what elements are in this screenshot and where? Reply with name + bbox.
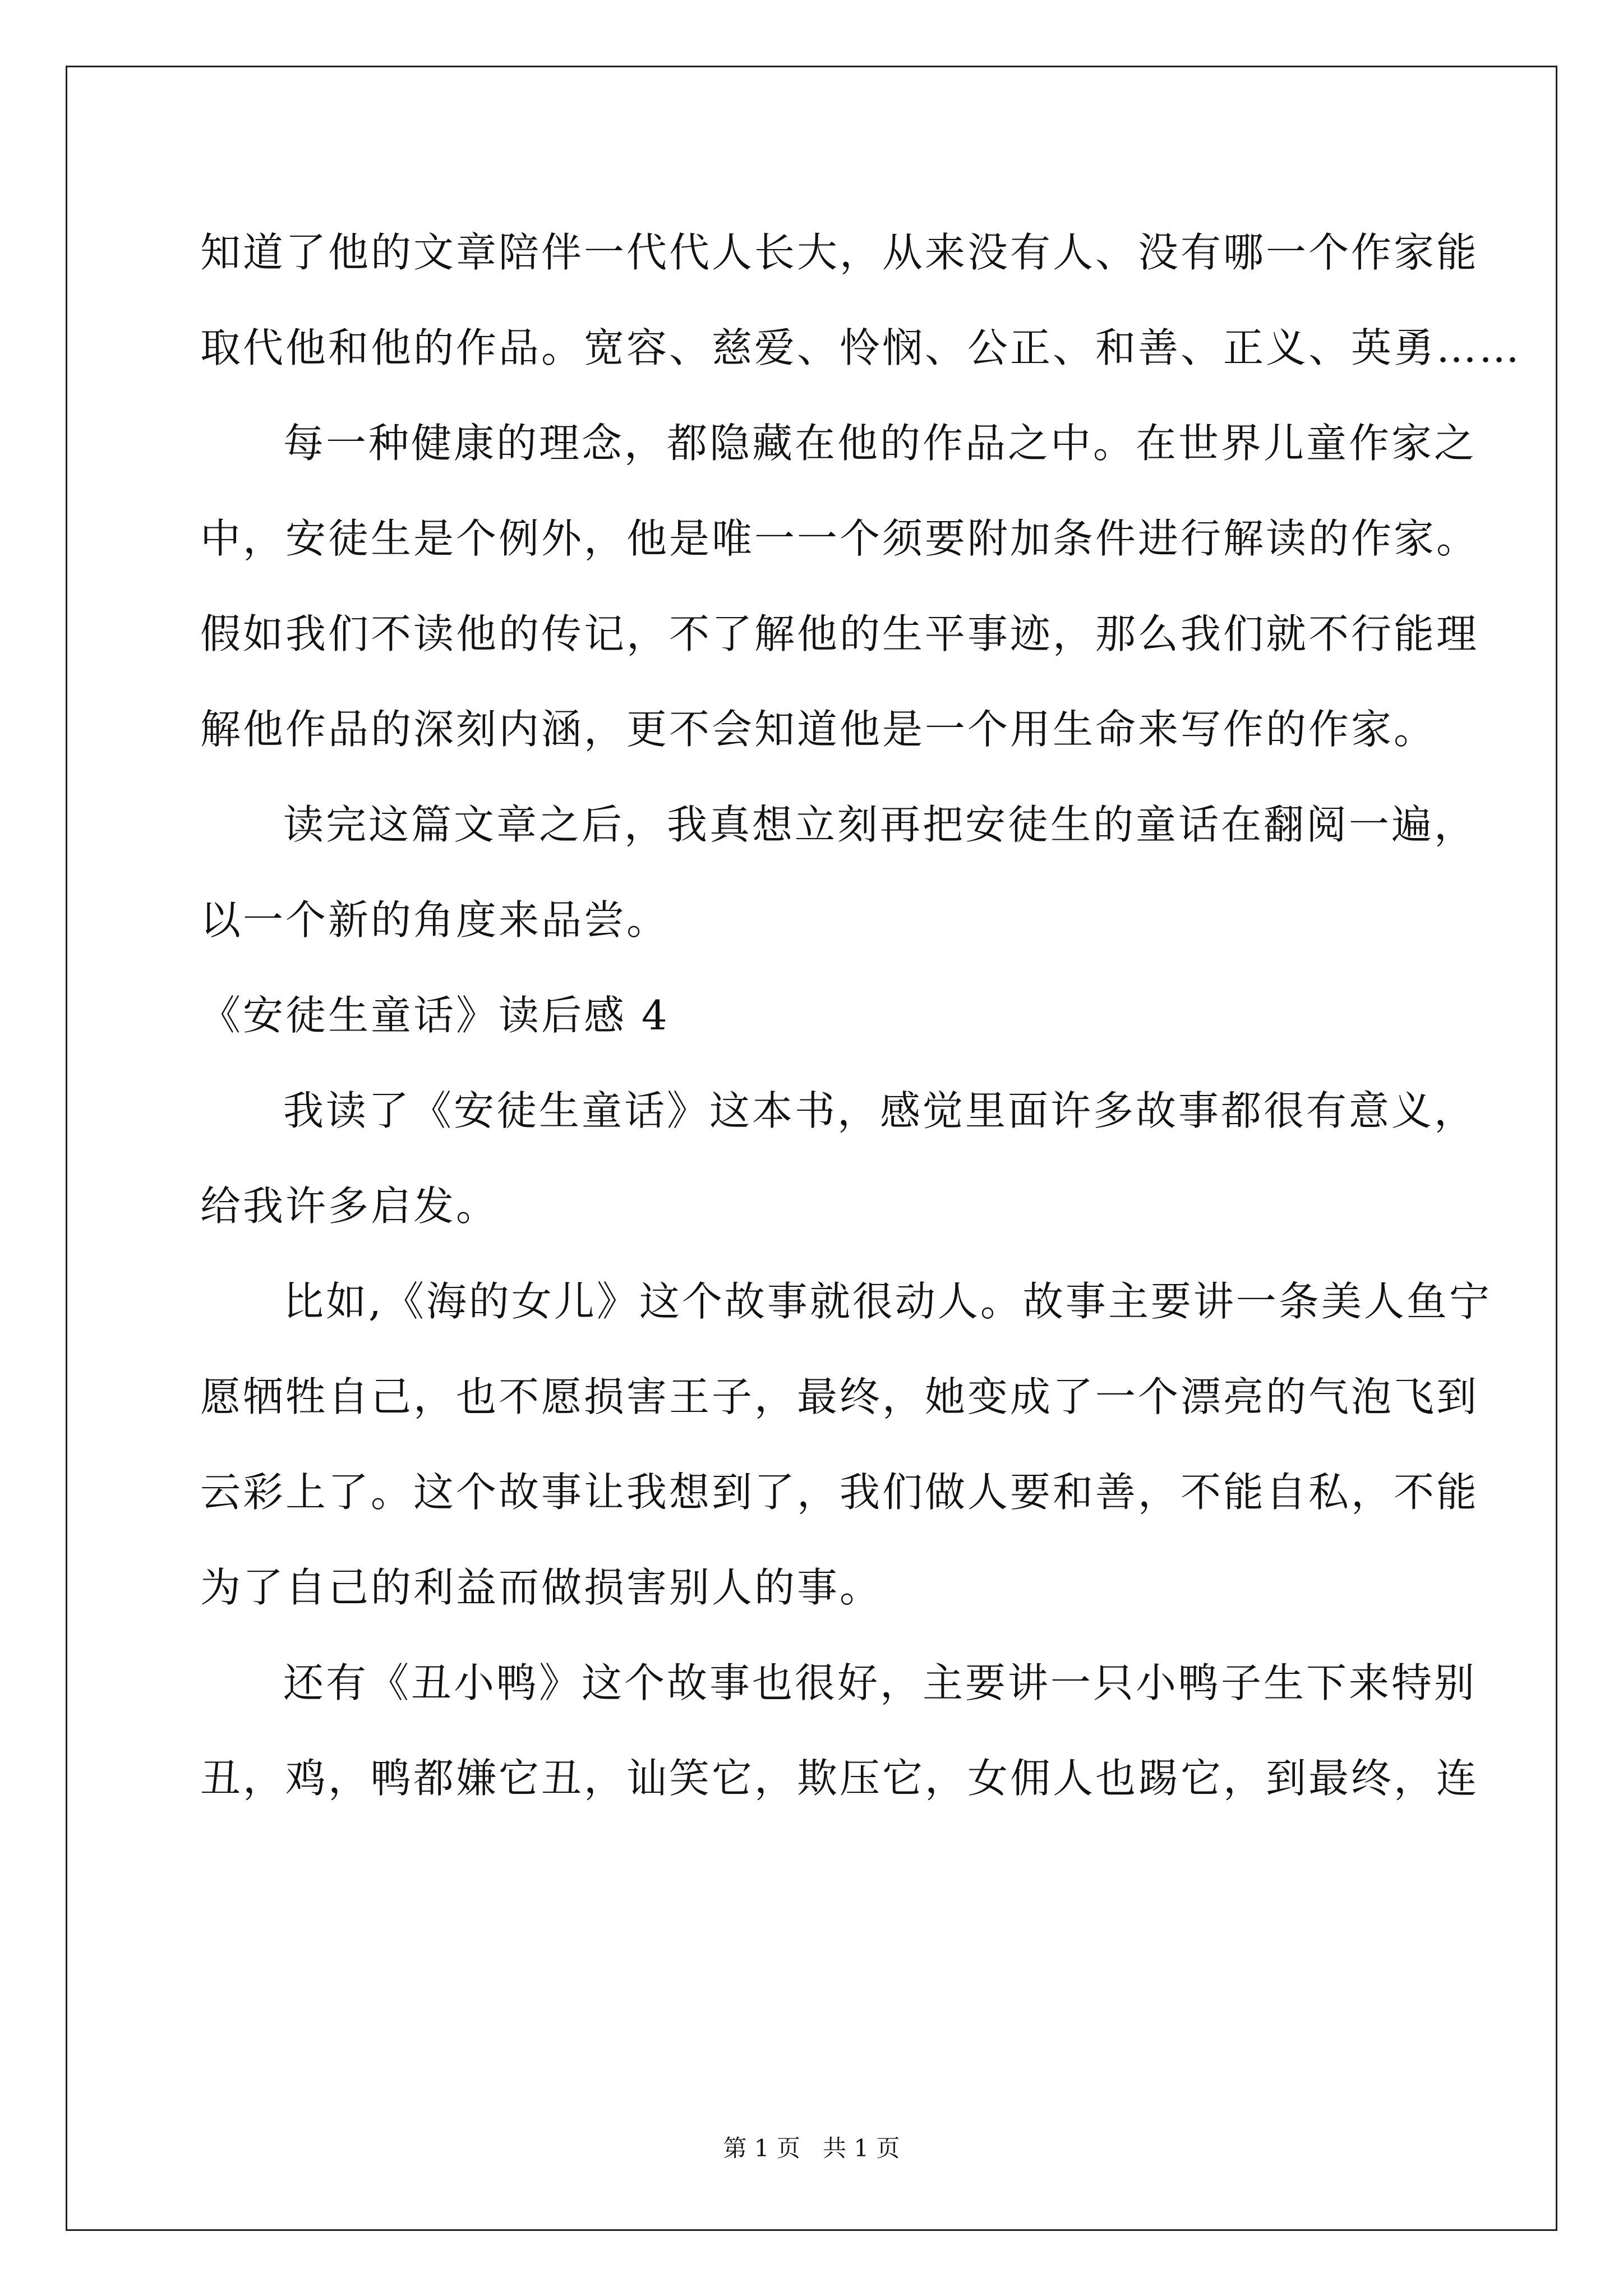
page-total: 共 1 页 (823, 2134, 900, 2162)
paragraph-start-line: 还有《丑小鸭》这个故事也很好，主要讲一只小鸭子生下来特别 (283, 1659, 1477, 1706)
text-line: 假如我们不读他的传记，不了解他的生平事迹，那么我们就不行能理 (200, 610, 1479, 657)
paragraph-start-line: 读完这篇文章之后，我真想立刻再把安徒生的童话在翻阅一遍， (283, 801, 1477, 848)
text-line: 为了自己的利益而做损害别人的事。 (200, 1564, 883, 1611)
text-line: 云彩上了。这个故事让我想到了，我们做人要和善，不能自私，不能 (200, 1469, 1479, 1516)
page-footer (0, 2134, 1623, 2162)
section-heading: 《安徒生童话》读后感 4 (200, 992, 670, 1039)
text-line: 给我许多启发。 (200, 1182, 499, 1230)
text-line: 知道了他的文章陪伴一代代人长大，从来没有人、没有哪一个作家能 (200, 229, 1479, 276)
text-line: 以一个新的角度来品尝。 (200, 896, 670, 944)
text-line: 解他作品的深刻内涵，更不会知道他是一个用生命来写作的作家。 (200, 706, 1437, 753)
paragraph-start-line: 我读了《安徒生童话》这本书，感觉里面许多故事都很有意义， (283, 1087, 1477, 1134)
text-line: 愿牺牲自己，也不愿损害王子，最终，她变成了一个漂亮的气泡飞到 (200, 1373, 1479, 1420)
page-border (66, 66, 1557, 2231)
page-number: 第 1 页 (723, 2134, 800, 2162)
text-line: 取代他和他的作品。宽容、慈爱、怜悯、公正、和善、正义、英勇…… (200, 324, 1522, 371)
paragraph-start-line: 比如,《海的女儿》这个故事就很动人。故事主要讲一条美人鱼宁 (283, 1278, 1492, 1325)
text-line: 丑，鸡，鸭都嫌它丑，讪笑它，欺压它，女佣人也踢它，到最终，连 (200, 1755, 1479, 1802)
text-line: 中，安徒生是个例外，他是唯一一个须要附加条件进行解读的作家。 (200, 515, 1479, 562)
paragraph-start-line: 每一种健康的理念，都隐藏在他的作品之中。在世界儿童作家之 (283, 420, 1477, 467)
